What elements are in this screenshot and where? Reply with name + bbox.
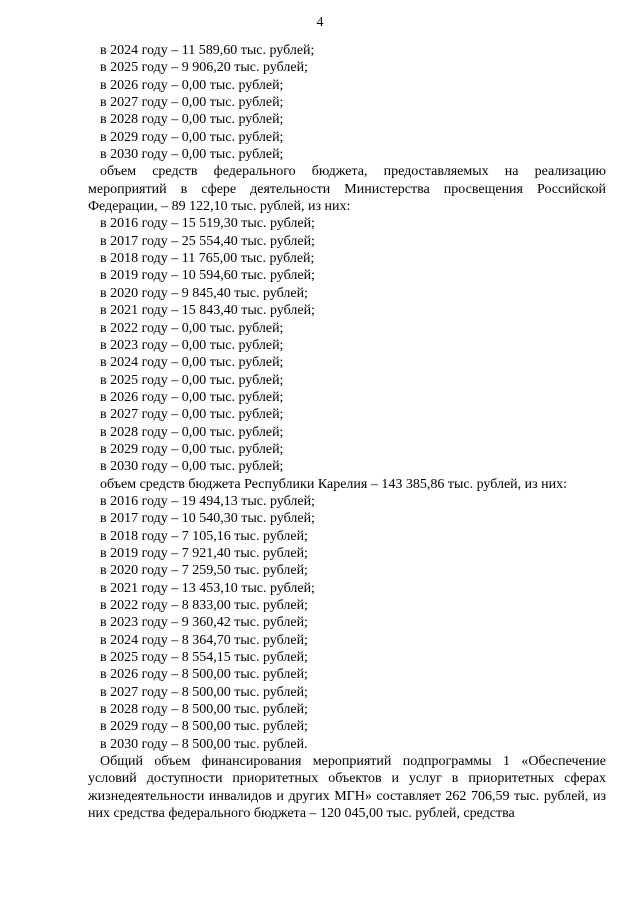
list-item: в 2017 году – 25 554,40 тыс. рублей;	[100, 233, 315, 249]
list-item: в 2025 году – 9 906,20 тыс. рублей;	[100, 60, 308, 76]
summary-paragraph: Общий объем финансирования мероприятий подпрограммы 1 «Обеспечение условий доступности приоритетных объектов и услуг в приоритетных сферах жизнедеятельности инвалидов и других МГН» составляет 262 706,59 тыс. рублей, из них средства федерального бюджета – 120 045,00 тыс. рублей, средства	[88, 754, 606, 822]
list-item: в 2030 году – 0,00 тыс. рублей;	[100, 459, 284, 475]
list-item: в 2028 году – 8 500,00 тыс. рублей;	[100, 702, 308, 718]
page-number: 4	[316, 15, 324, 30]
karelia-budget-intro: объем средств бюджета Республики Карелия – 143 385,86 тыс. рублей, из них:	[100, 476, 568, 492]
list-item: в 2022 году – 0,00 тыс. рублей;	[100, 320, 284, 336]
list-item: в 2027 году – 8 500,00 тыс. рублей;	[100, 684, 308, 700]
federal-budget-intro: объем средств федерального бюджета, предоставляемых на реализацию мероприятий в сфере деятельности Министерства просвещения Российской Федерации, – 89 122,10 тыс. рублей, из них:	[88, 164, 606, 215]
list-item: в 2029 году – 8 500,00 тыс. рублей;	[100, 719, 308, 735]
list-item: в 2020 году – 7 259,50 тыс. рублей;	[100, 563, 308, 579]
list-item: в 2023 году – 0,00 тыс. рублей;	[100, 337, 284, 353]
list-item: в 2017 году – 10 540,30 тыс. рублей;	[100, 511, 315, 527]
list-item: в 2019 году – 10 594,60 тыс. рублей;	[100, 268, 315, 284]
list-item: в 2029 году – 0,00 тыс. рублей;	[100, 129, 284, 145]
document-body	[88, 42, 606, 822]
list-item: в 2027 году – 0,00 тыс. рублей;	[100, 95, 284, 111]
list-item: в 2026 году – 8 500,00 тыс. рублей;	[100, 667, 308, 683]
list-item: в 2021 году – 13 453,10 тыс. рублей;	[100, 580, 315, 596]
list-item: в 2025 году – 8 554,15 тыс. рублей;	[100, 650, 308, 666]
list-item: в 2023 году – 9 360,42 тыс. рублей;	[100, 615, 308, 631]
list-item: в 2030 году – 8 500,00 тыс. рублей.	[100, 736, 308, 752]
list-item: в 2021 году – 15 843,40 тыс. рублей;	[100, 303, 315, 319]
list-item: в 2022 году – 8 833,00 тыс. рублей;	[100, 598, 308, 613]
list-item: в 2028 году – 0,00 тыс. рублей;	[100, 424, 284, 440]
list-item: в 2024 году – 0,00 тыс. рублей;	[100, 355, 284, 371]
list-item: в 2018 году – 7 105,16 тыс. рублей;	[100, 528, 308, 544]
list-item: в 2024 году – 8 364,70 тыс. рублей;	[100, 632, 308, 648]
list-item: в 2028 году – 0,00 тыс. рублей;	[100, 112, 284, 128]
list-item: в 2026 году – 0,00 тыс. рублей;	[100, 389, 284, 405]
list-item: в 2016 году – 19 494,13 тыс. рублей;	[100, 493, 315, 509]
list-item: в 2020 году – 9 845,40 тыс. рублей;	[100, 285, 308, 301]
list-item: в 2024 году – 11 589,60 тыс. рублей;	[100, 43, 315, 58]
list-item: в 2019 году – 7 921,40 тыс. рублей;	[100, 545, 308, 561]
list-item: в 2030 году – 0,00 тыс. рублей;	[100, 147, 284, 163]
list-item: в 2025 году – 0,00 тыс. рублей;	[100, 372, 284, 388]
karelia-budget-section	[88, 476, 606, 754]
list-item: в 2016 году – 15 519,30 тыс. рублей;	[100, 216, 315, 232]
federal-budget-section	[88, 163, 606, 475]
list-item: в 2029 году – 0,00 тыс. рублей;	[100, 441, 284, 457]
funding-list-continued	[88, 42, 606, 163]
list-item: в 2026 году – 0,00 тыс. рублей;	[100, 77, 284, 93]
list-item: в 2027 году – 0,00 тыс. рублей;	[100, 407, 284, 423]
list-item: в 2018 году – 11 765,00 тыс. рублей;	[100, 251, 315, 267]
